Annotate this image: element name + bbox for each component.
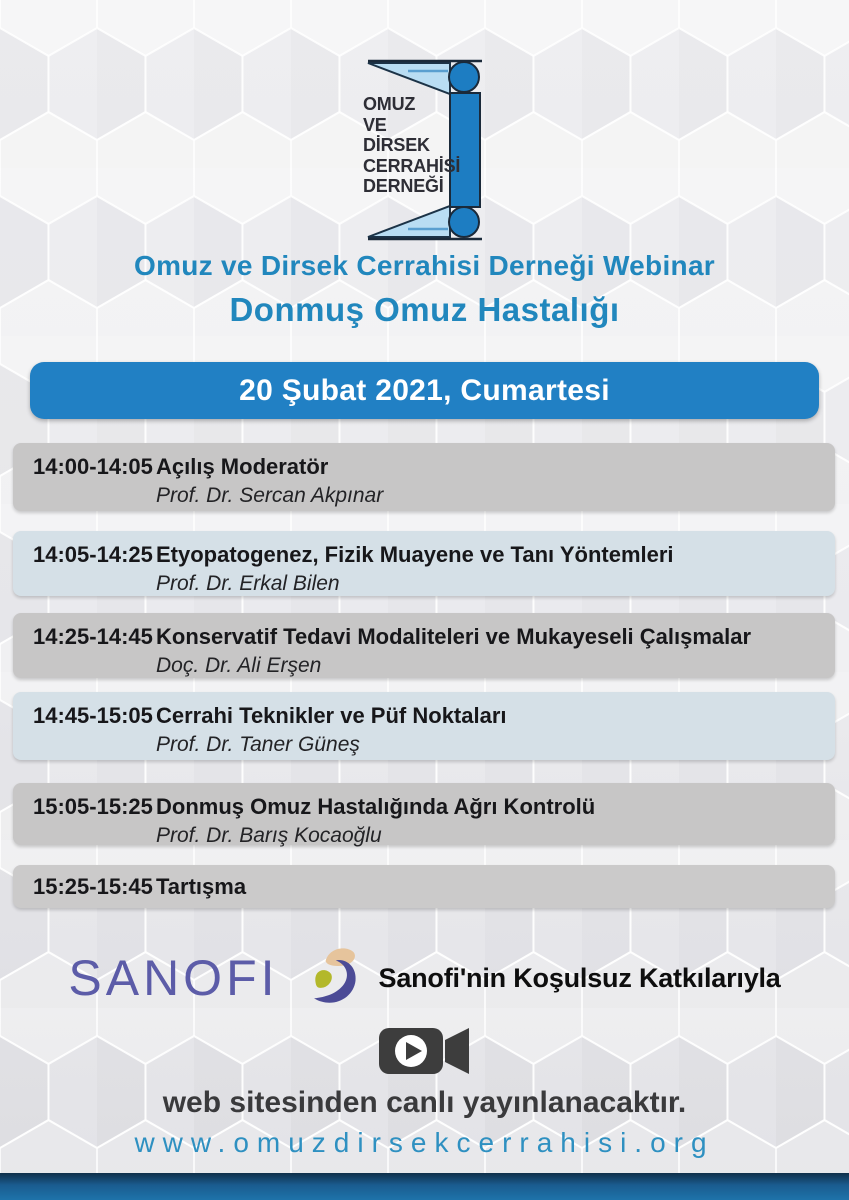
bottom-bar: [0, 1173, 849, 1200]
logo-line: VE: [363, 114, 387, 135]
session-time: 14:05-14:25: [33, 542, 153, 567]
video-icon-wrap: [0, 1020, 849, 1082]
broadcast-note: web sitesinden canlı yayınlanacaktır.: [162, 1086, 687, 1119]
session-speaker: Prof. Dr. Sercan Akpınar: [156, 484, 384, 507]
session-title: Donmuş Omuz Hastalığında Ağrı Kontrolü: [156, 794, 596, 819]
schedule-row: [13, 443, 835, 511]
session-title: Etyopatogenez, Fizik Muayene ve Tanı Yöntemleri: [156, 542, 674, 567]
logo-line: CERRAHİSİ: [363, 155, 461, 176]
session-title: Konservatif Tedavi Modaliteleri ve Mukayeseli Çalışmalar: [156, 624, 752, 649]
sanofi-logo-wordmark: SANOFI: [68, 950, 279, 1006]
session-speaker: Prof. Dr. Erkal Bilen: [156, 572, 340, 595]
logo-line: DERNEĞİ: [363, 176, 444, 196]
sponsor-section: [0, 938, 849, 1018]
session-title: Tartışma: [156, 873, 247, 899]
session-title: Açılış Moderatör: [156, 454, 329, 479]
session-speaker: Prof. Dr. Taner Güneş: [156, 733, 360, 756]
association-logo-wordmark: [363, 94, 463, 197]
schedule-row: [13, 865, 835, 908]
session-time: 14:00-14:05: [33, 454, 153, 479]
session-time: 15:05-15:25: [33, 794, 153, 819]
session-time: 14:45-15:05: [33, 703, 153, 728]
session-title: Cerrahi Teknikler ve Püf Noktaları: [156, 703, 507, 728]
sponsor-note: Sanofi'nin Koşulsuz Katkılarıyla: [378, 962, 781, 993]
schedule-row: [13, 613, 835, 678]
website-link[interactable]: www.omuzdirsekcerrahisi.org: [134, 1127, 715, 1158]
webinar-subtitle: Donmuş Omuz Hastalığı: [229, 291, 620, 328]
logo-line: OMUZ: [363, 94, 416, 114]
webinar-title: Omuz ve Dirsek Cerrahisi Derneği Webinar: [133, 250, 716, 281]
session-time: 15:25-15:45: [33, 873, 153, 899]
session-time: 14:25-14:45: [33, 624, 153, 649]
session-speaker: Doç. Dr. Ali Erşen: [156, 654, 322, 677]
sanofi-bird-icon: [293, 944, 365, 1012]
schedule-row: [13, 531, 835, 596]
schedule-row: [13, 783, 835, 845]
date-banner: 20 Şubat 2021, Cumartesi: [30, 362, 819, 419]
video-camera-icon: [379, 1020, 471, 1082]
schedule-row: [13, 692, 835, 760]
session-speaker: Prof. Dr. Barış Kocaoğlu: [156, 824, 382, 847]
logo-line: DİRSEK: [363, 135, 430, 155]
